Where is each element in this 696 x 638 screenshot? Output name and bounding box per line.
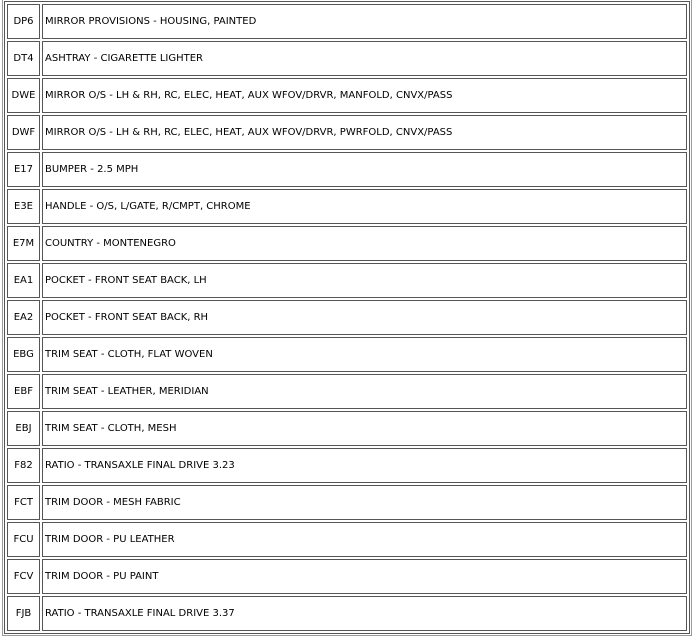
table-row [7,559,687,594]
option-description-cell: TRIM SEAT - LEATHER, MERIDIAN [42,374,687,409]
option-code-cell: F82 [7,448,40,483]
table-row [7,226,687,261]
option-code-cell: EA1 [7,263,40,298]
option-description-cell: MIRROR PROVISIONS - HOUSING, PAINTED [42,4,687,39]
table-row [7,596,687,631]
table-row [7,300,687,335]
table-row [7,115,687,150]
table-row [7,152,687,187]
table-row [7,522,687,557]
option-code-cell: E7M [7,226,40,261]
table-row [7,78,687,113]
option-description-cell: POCKET - FRONT SEAT BACK, LH [42,263,687,298]
option-code-cell: FCU [7,522,40,557]
option-description-cell: BUMPER - 2.5 MPH [42,152,687,187]
table-row [7,263,687,298]
option-code-table [4,1,690,634]
option-code-cell: EA2 [7,300,40,335]
option-description-cell: POCKET - FRONT SEAT BACK, RH [42,300,687,335]
table-row [7,485,687,520]
option-description-cell: MIRROR O/S - LH & RH, RC, ELEC, HEAT, AUX WFOV/DRVR, PWRFOLD, CNVX/PASS [42,115,687,150]
table-row [7,448,687,483]
option-description-cell: MIRROR O/S - LH & RH, RC, ELEC, HEAT, AUX WFOV/DRVR, MANFOLD, CNVX/PASS [42,78,687,113]
option-description-cell: ASHTRAY - CIGARETTE LIGHTER [42,41,687,76]
option-description-cell: TRIM DOOR - PU PAINT [42,559,687,594]
table-row [7,189,687,224]
option-code-cell: DWF [7,115,40,150]
table-body [7,4,687,631]
option-code-cell: FCV [7,559,40,594]
table-row [7,337,687,372]
option-code-cell: E3E [7,189,40,224]
option-code-cell: DWE [7,78,40,113]
option-code-cell: DP6 [7,4,40,39]
option-code-cell: EBF [7,374,40,409]
option-code-grid [5,2,689,633]
table-row [7,411,687,446]
option-description-cell: TRIM SEAT - CLOTH, MESH [42,411,687,446]
option-code-cell: EBJ [7,411,40,446]
option-description-cell: COUNTRY - MONTENEGRO [42,226,687,261]
option-code-cell: DT4 [7,41,40,76]
option-code-cell: EBG [7,337,40,372]
table-row [7,4,687,39]
option-description-cell: RATIO - TRANSAXLE FINAL DRIVE 3.37 [42,596,687,631]
option-code-cell: FCT [7,485,40,520]
option-description-cell: TRIM DOOR - PU LEATHER [42,522,687,557]
table-row [7,41,687,76]
table-row [7,374,687,409]
option-description-cell: TRIM DOOR - MESH FABRIC [42,485,687,520]
option-code-cell: FJB [7,596,40,631]
option-code-cell: E17 [7,152,40,187]
option-description-cell: TRIM SEAT - CLOTH, FLAT WOVEN [42,337,687,372]
option-description-cell: RATIO - TRANSAXLE FINAL DRIVE 3.23 [42,448,687,483]
option-description-cell: HANDLE - O/S, L/GATE, R/CMPT, CHROME [42,189,687,224]
